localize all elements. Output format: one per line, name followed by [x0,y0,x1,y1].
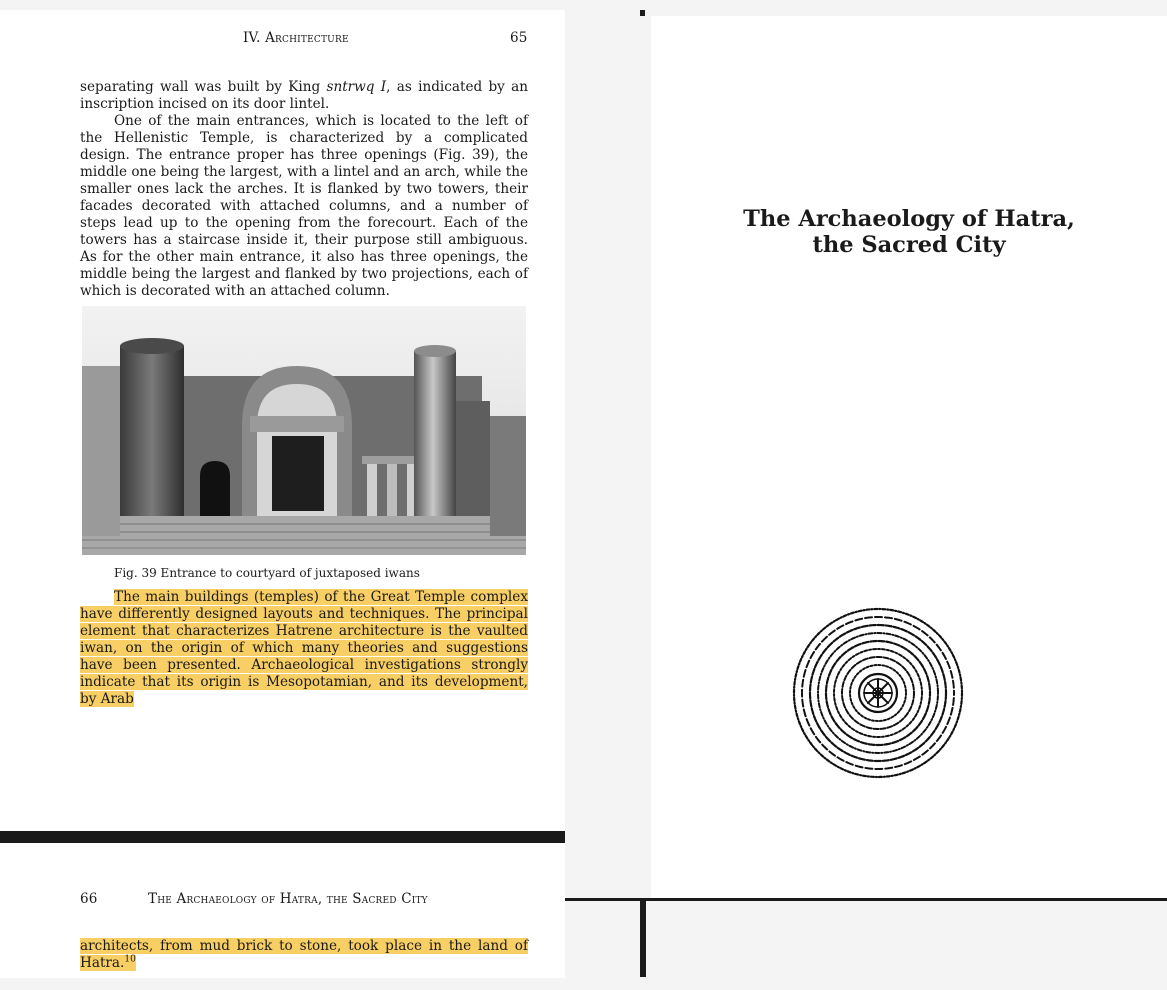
figure-caption: Fig. 39 Entrance to courtyard of juxtaposed iwans [114,566,420,580]
body-text-continued [80,938,528,972]
paragraph-continued [80,938,528,972]
running-title: The Archaeology of Hatra, the Sacred City [148,891,428,907]
half-title-page [651,16,1167,898]
page-separator-horizontal [565,898,1167,901]
body-text-highlighted [80,589,528,708]
page-number: 66 [80,891,98,907]
book-title-line-2: the Sacred City [812,232,1006,258]
page-number: 65 [510,30,528,46]
page-edge-mark [640,10,645,16]
highlighted-text[interactable]: The main buildings (temples) of the Great Temple complex have differently designed layouts and techniques. The principal element that characterizes Hatrene architecture is the vaulted iwan, on the origin of which many theories and suggestions have been presented. Archaeological investigations strongly indicate that its origin is Mesopotamian, and its development, by Arab [80,589,528,707]
page-66 [0,843,565,978]
body-text-top [80,79,528,300]
book-title-line-1: The Archaeology of Hatra, [743,206,1075,232]
paragraph-3 [80,589,528,708]
paragraph-1: separating wall was built by King sntrwq I, as indicated by an inscription incised on its door lintel. [80,79,528,112]
running-title: IV. Architecture [243,30,349,46]
footnote-reference[interactable]: 10 [124,954,136,965]
book-title [651,206,1167,258]
page-separator [0,831,565,843]
page-separator-vertical [640,901,646,977]
page-65 [0,10,565,832]
highlighted-text[interactable]: architects, from mud brick to stone, took place in the land of Hatra.$^{10}$ [80,938,528,971]
figure-39-photo [82,306,526,555]
spiral-inscription-emblem [783,603,973,783]
paragraph-2: One of the main entrances, which is located to the left of the Hellenistic Temple, is characterized by a complicated design. The entrance proper has three openings (Fig. 39), the middle one being the largest, with a lintel and an arch, while the smaller ones lack the arches. It is flanked by two towers, their facades decorated with attached columns, and a number of steps lead up to the opening from the forecourt. Each of the towers has a staircase inside it, their purpose still ambiguous. As for the other main entrance, it also has three openings, the middle being the largest and flanked by two projections, each of which is decorated with an attached column. [80,113,528,299]
